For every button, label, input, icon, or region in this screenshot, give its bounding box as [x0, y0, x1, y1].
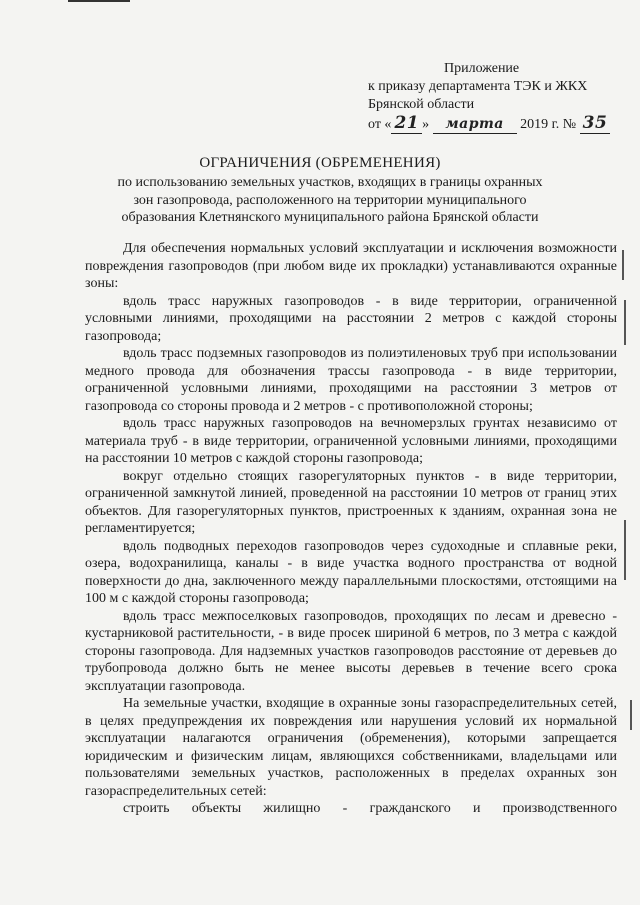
paragraph: вдоль трасс наружных газопроводов - в виде территории, ограниченной условными линиями, проходящими на расстоянии 2 метров с каждой стороны газопровода; [85, 293, 617, 344]
scan-margin-mark [622, 250, 624, 280]
paragraph: На земельные участки, входящие в охранные зоны газораспределительных сетей, в целях предупреждения их повреждения или нарушения условий их нормальной эксплуатации налагаются ограничения (обременения), которыми запрещается юридическим и физическим лицам, являющихся собственниками, владельцами или пользователями земельных участков, расположенных в пределах охранных зон газораспределительных сетей: [85, 696, 617, 799]
scan-margin-mark [630, 700, 632, 730]
handwritten-day: 21 [391, 113, 422, 134]
paragraph: вдоль подводных переходов газопроводов через судоходные и сплавные реки, озера, водохранилища, каналы - в виде участка водного пространства от водной поверхности до дна, заключенного между параллельными плоскостями, отстоящими на 100 м с каждой стороны газопровода; [85, 538, 617, 606]
year-and-number-label: 2019 г. № [520, 117, 577, 132]
document-body [85, 240, 617, 818]
paragraph: вдоль трасс наружных газопроводов на вечномерзлых грунтах независимо от материала труб - в виде территории, ограниченной условными линиями, проходящими на расстоянии 10 метров с каждой стороны газопровода; [85, 416, 617, 466]
appendix-region-line: Брянской области [368, 97, 475, 112]
appendix-date-line [368, 114, 610, 134]
paragraph: вдоль трасс подземных газопроводов из полиэтиленовых труб при использовании медного провода для обозначения трассы газопровода - в виде территории, ограниченной условными линиями, проходящими на расстоянии 3 метров от газопровода со стороны провода и 2 метров - с противоположной стороны; [85, 346, 617, 414]
handwritten-month: марта [433, 115, 517, 134]
date-separator: » [422, 117, 430, 132]
paragraph: вдоль трасс межпоселковых газопроводов, проходящих по лесам и древесно - кустарниковой растительности, - в виде просек шириной 6 метров, по 3 метра с каждой стороны газопровода. Для надземных участков газопроводов расстояние от деревьев до трубопровода должно быть не менее высоты деревьев в течение всего срока эксплуатации газопровода. [85, 608, 617, 694]
appendix-order-line: к приказу департамента ТЭК и ЖКХ [368, 79, 588, 94]
document-title: ОГРАНИЧЕНИЯ (ОБРЕМЕНЕНИЯ) [199, 155, 441, 171]
paragraph: строить объекты жилищно - гражданского и производственного [123, 801, 617, 816]
paragraph: Для обеспечения нормальных условий эксплуатации и исключения возможности повреждения газопроводов (при любом виде их прокладки) устанавливаются охранные зоны: [85, 241, 617, 291]
scan-margin-mark [624, 520, 626, 580]
paragraph: вокруг отдельно стоящих газорегуляторных пунктов - в виде территории, ограниченной замкнутой линией, проведенной на расстоянии 10 метров от границ этих объектов. Для газорегуляторных пунктов, пристроенных к зданиям, охранная зона не регламентируется; [85, 468, 617, 536]
scan-margin-mark [624, 300, 626, 345]
handwritten-order-number: 35 [580, 113, 611, 134]
document-subtitle: по использованию земельных участков, входящих в границы охранных зон газопровода, расположенного на территории муниципального образования Клетнянского муниципального района Брянской области [117, 175, 543, 225]
appendix-block [368, 60, 610, 134]
date-prefix: от « [368, 117, 392, 132]
appendix-heading: Приложение [444, 61, 520, 76]
scan-edge-mark [68, 0, 130, 2]
